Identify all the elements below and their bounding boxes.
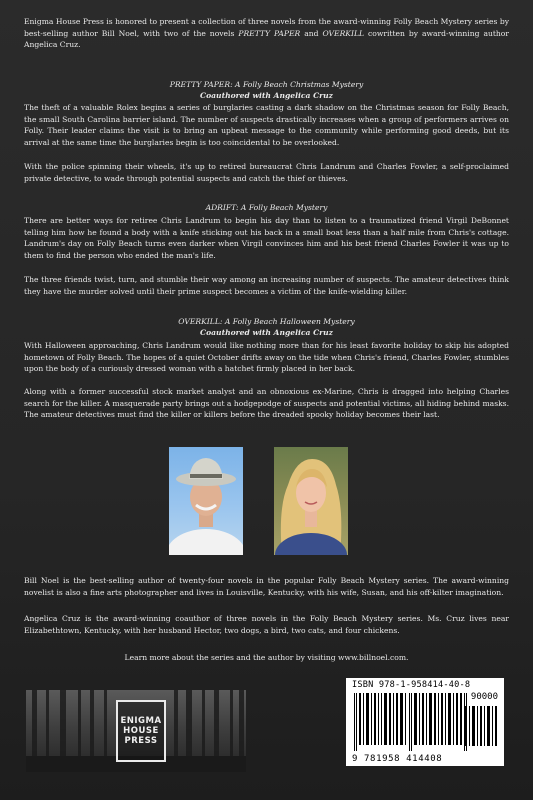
publisher-logo-forest [26,690,246,772]
isbn-barcode [346,678,504,766]
intro-title-overkill: OVERKILL [322,28,365,38]
intro-paragraph: Enigma House Press is honored to present a collection of three novels from the award-winning Folly Beach Mystery series by best-selling author Bill Noel, with two of the novels PRETTY PAPER and OVERKILL cowritten by award-winning author Angelica Cruz. [24,17,510,50]
book-coauthor-overkill: Coauthored with Angelica Cruz [200,328,333,337]
bio-angelica-cruz: Angelica Cruz is the award-winning coauthor of three novels in the Folly Beach Mystery series. Ms. Cruz lives near Elizabethtown, Kentucky, with her husband Hector, two dogs, a bird, two cats, and four chickens. [24,614,509,635]
book-blurb-overkill-2: Along with a former successful stock market analyst and an obnoxious ex-Marine, Chris is dragged into helping Charles search for the killer. A masquerade party brings out a hodgepodge of suspects and potential victims, all hiding behind masks. The amateur detectives must find the killer or killers before the dreaded spooky holiday becomes their last. [24,387,509,420]
website-line: Learn more about the series and the author by visiting www.billnoel.com. [124,653,409,662]
barcode-bars [352,693,472,751]
book-blurb-overkill: With Halloween approaching, Chris Landrum would like nothing more than for his least favorite holiday to skip his adopted hometown of Folly Beach. The hopes of a quiet October drifts away on the tide when Chris's friend, Charles Fowler, stumbles upon the body of a curiously dressed woman with a hatchet firmly placed in her back. [24,341,509,374]
book-blurb-pretty-paper-2: With the police spinning their wheels, it's up to retired bureaucrat Chris Landrum and Charles Fowler, a self-proclaimed private detective, to wade through potential suspects and catch the thief or thieves. [24,162,509,183]
book-blurb-pretty-paper: The theft of a valuable Rolex begins a series of burglaries casting a dark shadow on the Christmas season for Folly Beach, the small South Carolina barrier island. The number of suspects drastically increases when a group of performers arrives on Folly. Their leader claims the visit is to bring an upbeat message to the community while performing good deeds, but its arrival at the same time the burglaries begin is too coincidental to be overlooked. [24,103,509,147]
book-blurb-adrift: There are better ways for retiree Chris Landrum to begin his day than to listen to a traumatized friend Virgil DeBonnet telling him how he found a body with a knife sticking out his back in a small boat less than a half mile from Chris's cottage. Landrum's day on Folly Beach turns even darker when Virgil convinces him and his best friend Charles Fowler it was up to them to find the person who ended the man's life. [24,216,509,260]
book-blurb-adrift-2: The three friends twist, turn, and stumble their way among an increasing number of suspects. The amateur detectives think they have the murder solved until their prime suspect becomes a victim of the knife-wielding killer. [24,275,509,296]
book-heading-adrift: ADRIFT: A Folly Beach Mystery [205,203,328,212]
enigma-house-press-logo: ENIGMA HOUSE PRESS [116,700,166,762]
price-code: 90000 [470,692,498,702]
price-bars [464,706,498,746]
isbn-text: ISBN 978-1-958414-40-8 [352,680,471,690]
book-coauthor-pretty-paper: Coauthored with Angelica Cruz [200,91,333,100]
author-photo-angelica-cruz [274,447,348,555]
author-photo-bill-noel [169,447,243,555]
barcode-number: 9 781958 414408 [352,754,443,764]
book-heading-overkill: OVERKILL: A Folly Beach Halloween Mystery [178,317,355,326]
book-heading-pretty-paper: PRETTY PAPER: A Folly Beach Christmas Mystery [169,80,364,89]
bio-bill-noel: Bill Noel is the best-selling author of twenty-four novels in the popular Folly Beach Mystery series. The award-winning novelist is also a fine arts photographer and lives in Louisville, Kentucky, with his wife, Susan, and his off-kilter imagination. [24,576,509,597]
intro-title-pretty-paper: PRETTY PAPER [238,28,301,38]
